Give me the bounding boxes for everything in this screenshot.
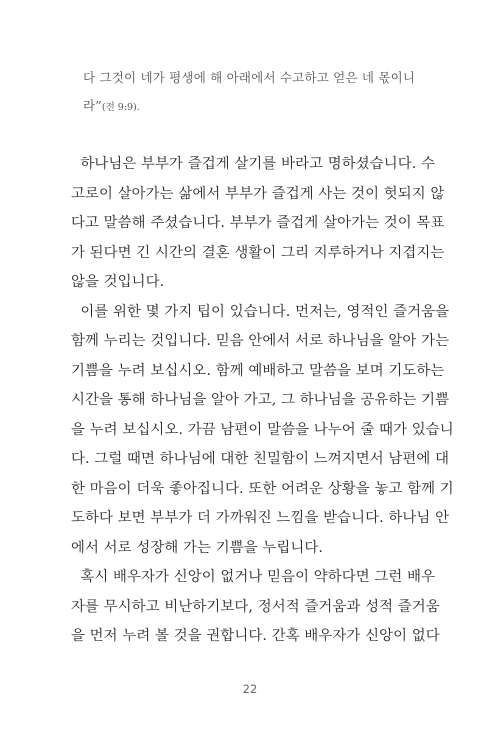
paragraph-line: 에서 서로 성장해 가는 기쁨을 누립니다. (71, 539, 324, 556)
paragraph-line: 시간을 통해 하나님을 알아 가고, 그 하나님을 공유하는 기쁨 (71, 392, 450, 408)
paragraph-line: 다. 그럴 때면 하나님에 대한 친밀함이 느껴지면서 남편에 대 (71, 451, 450, 467)
paragraph-line: 을 먼저 누려 볼 것을 권합니다. 간혹 배우자가 신앙이 없다 (71, 628, 440, 644)
paragraph-line: 이를 위한 몇 가지 팁이 있습니다. 먼저는, 영적인 즐거움을 (71, 303, 450, 320)
body-text (71, 150, 454, 652)
quote-line-2 (83, 92, 428, 122)
quote-line-2-text: 라” (83, 98, 102, 113)
bible-quote (83, 64, 428, 122)
quote-line-1: 다 그것이 네가 평생에 해 아래에서 수고하고 얻은 네 몫이니 (83, 70, 416, 85)
quote-reference: (전 9:9). (101, 102, 140, 113)
paragraph-line: 한 마음이 더욱 좋아집니다. 또한 어려운 상황을 놓고 함께 기 (71, 480, 454, 497)
paragraph-3 (71, 563, 440, 652)
paragraph-line: 혹시 배우자가 신앙이 없거나 믿음이 약하다면 그런 배우 (71, 569, 436, 585)
paragraph-line: 가 된다면 긴 시간의 결혼 생활이 그리 지루하거나 지겹지는 (71, 244, 445, 261)
paragraph-line: 다고 말씀해 주셨습니다. 부부가 즐겁게 살아가는 것이 목표 (71, 215, 445, 231)
paragraph-line: 함께 누리는 것입니다. 믿음 안에서 서로 하나님을 알아 가는 (71, 333, 450, 349)
paragraph-line: 않을 것입니다. (71, 274, 165, 290)
paragraph-1 (71, 150, 445, 298)
page-number: 22 (242, 682, 258, 696)
paragraph-line: 을 누려 보십시오. 가끔 남편이 말씀을 나누어 줄 때가 있습니 (71, 421, 454, 438)
paragraph-line: 고로이 살아가는 삶에서 부부가 즐겁게 사는 것이 헛되지 않 (71, 185, 445, 202)
paragraph-line: 기쁨을 누려 보십시오. 함께 예배하고 말씀을 보며 기도하는 (71, 362, 445, 379)
paragraph-line: 자를 무시하고 비난하기보다, 정서적 즐거움과 성적 즐거움 (71, 598, 440, 615)
paragraph-line: 하나님은 부부가 즐겁게 살기를 바라고 명하셨습니다. 수 (71, 156, 436, 172)
paragraph-line: 도하다 보면 부부가 더 가까워진 느낌을 받습니다. 하나님 안 (71, 510, 450, 526)
paragraph-2 (71, 298, 454, 564)
